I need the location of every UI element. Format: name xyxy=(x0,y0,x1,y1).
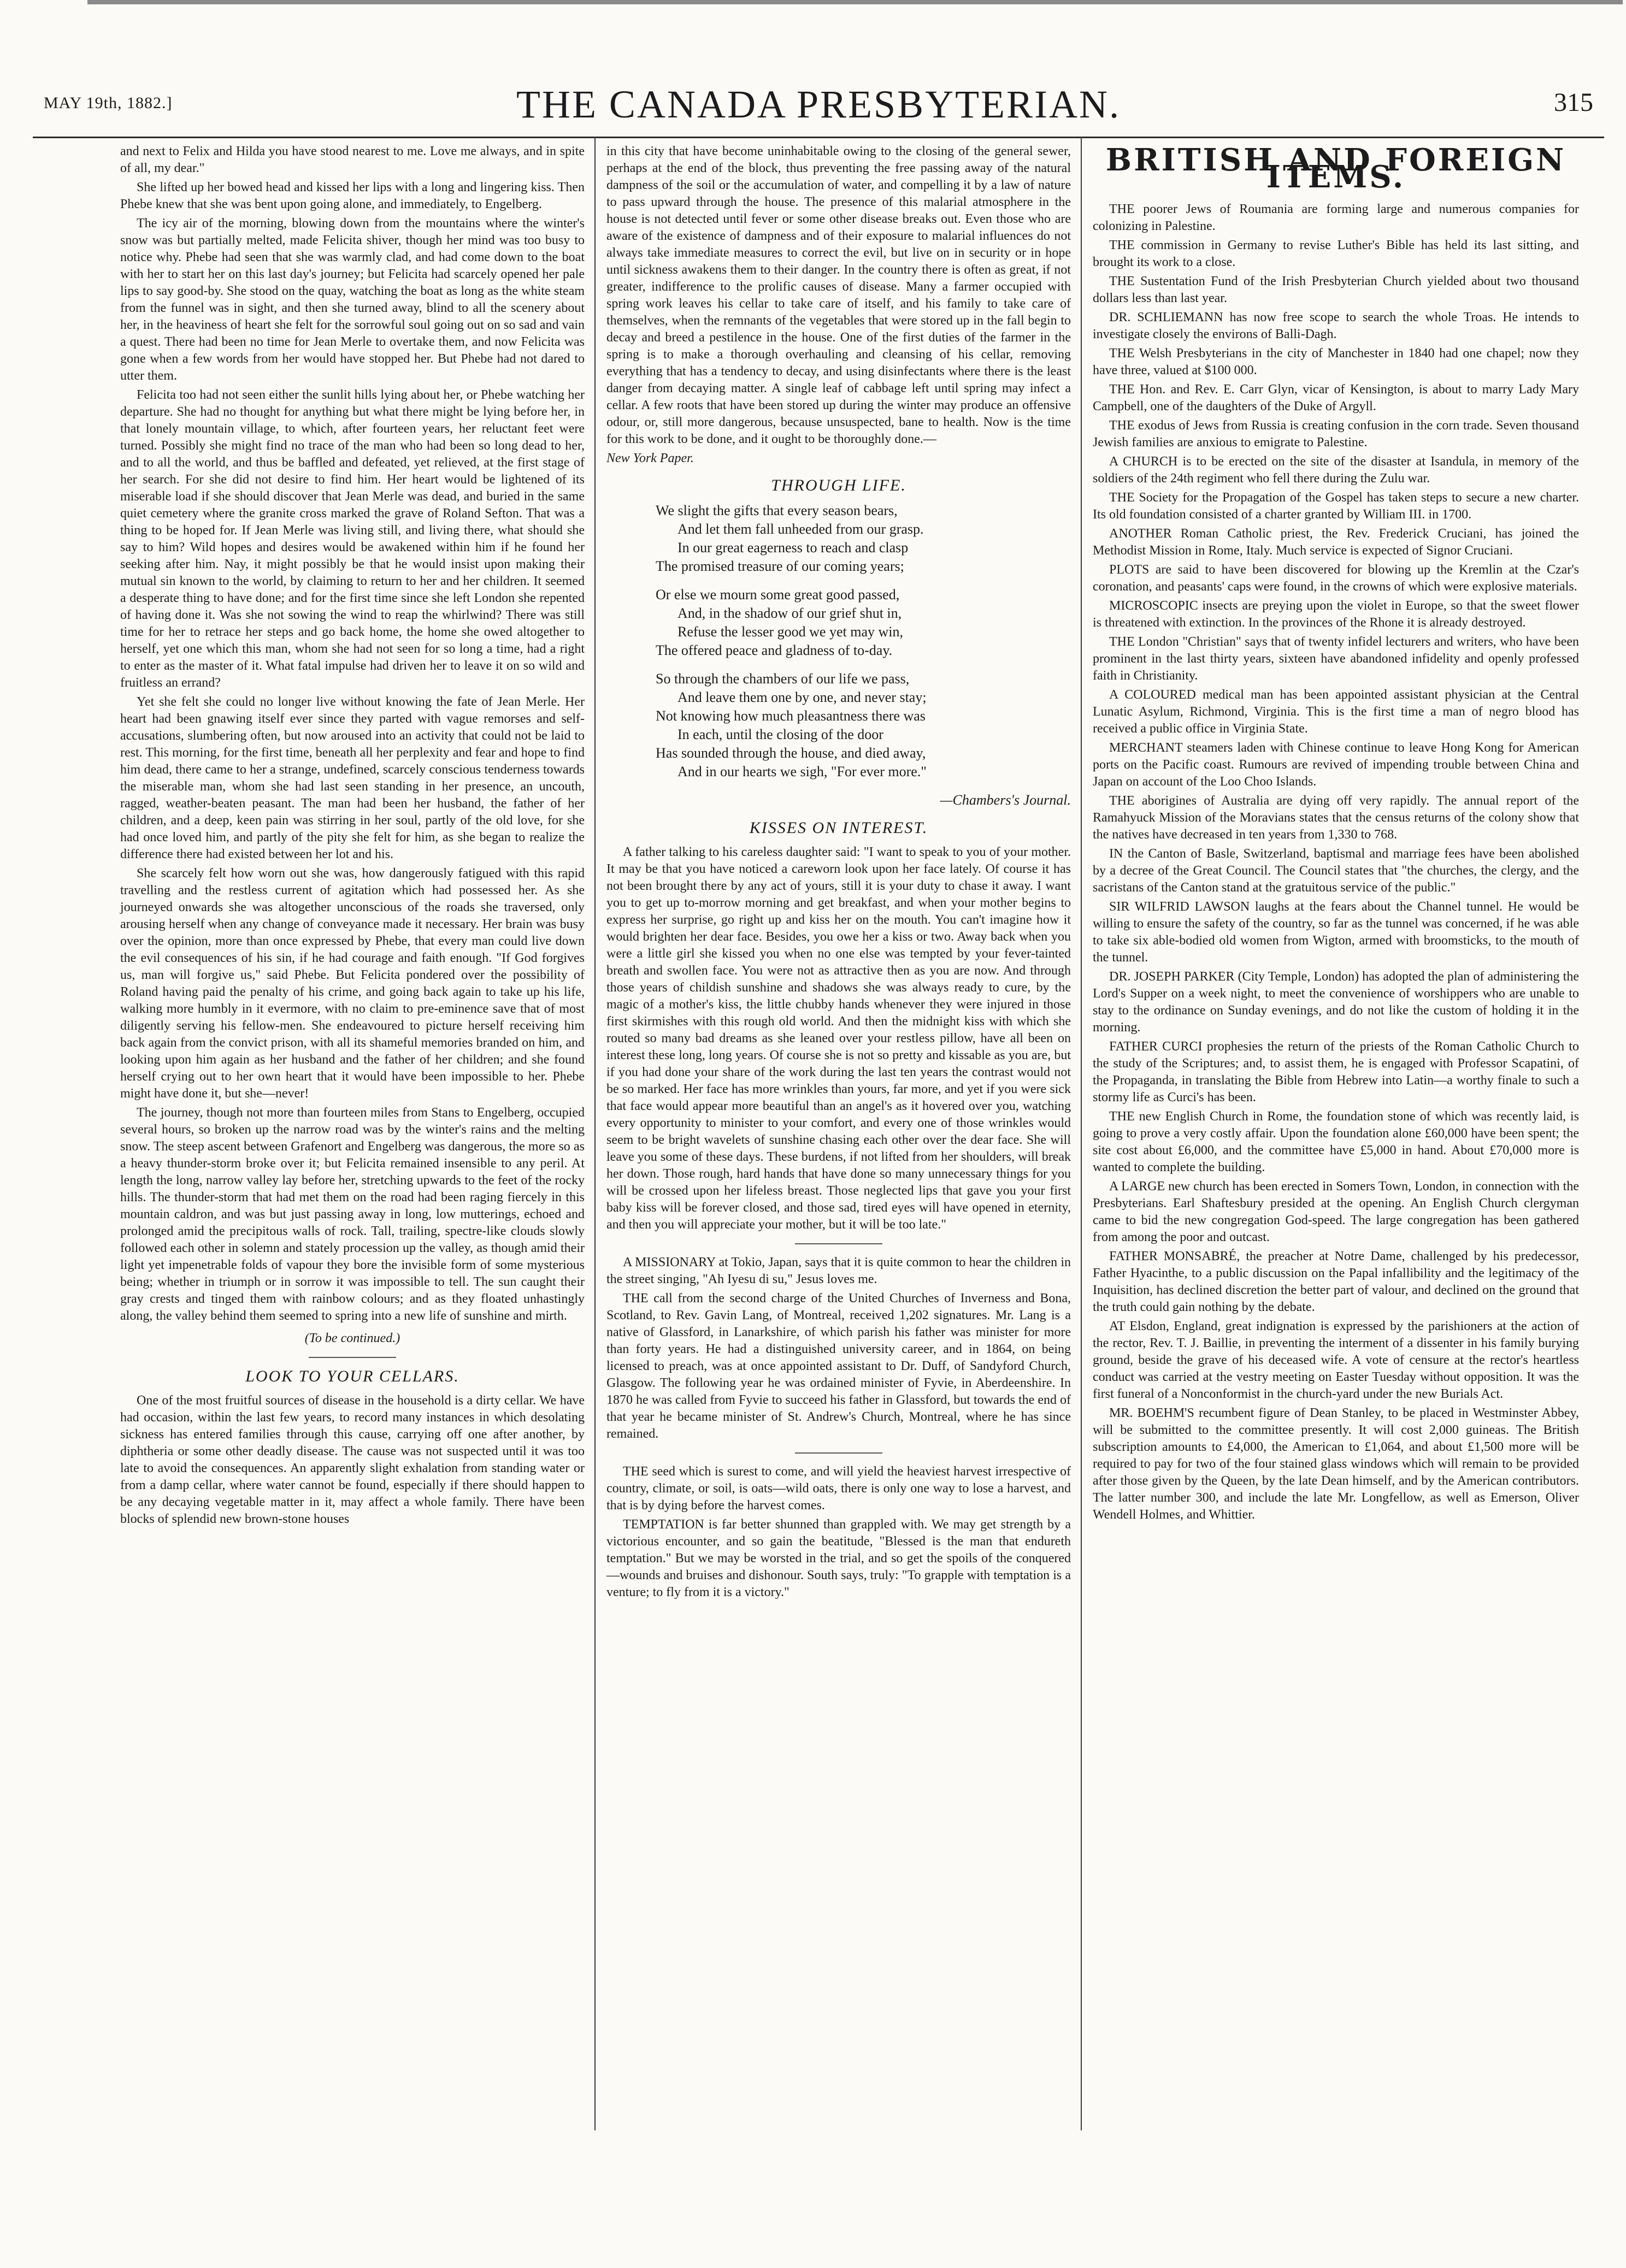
page-number: 315 xyxy=(1554,88,1593,117)
poem-title: THROUGH LIFE. xyxy=(771,476,906,494)
poem-line: And, in the shadow of our grief shut in, xyxy=(678,605,902,621)
poem-line: In each, until the closing of the door xyxy=(678,727,883,742)
news-item: THE commission in Germany to revise Luther's Bible has held its last sitting, and brought its work to a close. xyxy=(1093,238,1579,269)
poem-line: And leave them one by one, and never stay; xyxy=(678,689,927,705)
news-item: DR. SCHLIEMANN has now free scope to search the whole Troas. He intends to investigate closely the environs of Balli-Dagh. xyxy=(1093,310,1579,341)
section-separator xyxy=(795,1452,882,1454)
cellars-source: New York Paper. xyxy=(606,451,694,465)
news-item: SIR WILFRID LAWSON laughs at the fears about the Channel tunnel. He would be willing to ensure the safety of the country, so far as the tunnel was concerned, if he was able to take six able-bodied old women from Wigton, armed with broomsticks, to the mouth of the tunnel. xyxy=(1093,900,1579,965)
news-item: THE Sustentation Fund of the Irish Presbyterian Church yielded about two thousand dollars less than last year. xyxy=(1093,274,1579,305)
seed-paragraph: THE seed which is surest to come, and will yield the heaviest harvest irrespective of country, climate, or soil, is oats—wild oats, there is only one way to lose a harvest, and that is by dying before the harvest comes. xyxy=(606,1464,1071,1513)
poem-line: The promised treasure of our coming years; xyxy=(656,558,904,574)
news-item: MICROSCOPIC insects are preying upon the violet in Europe, so that the sweet flower is threatened with extinction. In the provinces of the Rhone it is already destroyed. xyxy=(1093,599,1579,630)
column-2 xyxy=(606,143,1071,1603)
column-divider-2 xyxy=(1081,137,1082,2130)
poem-line: Not knowing how much pleasantness there was xyxy=(656,708,926,724)
poem-line: And let them fall unheeded from our grasp. xyxy=(678,521,924,537)
poem-line: In our great eagerness to reach and clasp xyxy=(678,540,909,556)
poem-stanza xyxy=(656,670,1071,781)
news-item: A COLOURED medical man has been appointed assistant physician at the Central Lunatic Asylum, Richmond, Virginia. This is the first time a man of negro blood has received a public office in Virginia State. xyxy=(1093,688,1579,736)
news-item: IN the Canton of Basle, Switzerland, baptismal and marriage fees have been abolished by a decree of the Great Council. The Council states that "the churches, the clergy, and the sacristans of the Canton stand at the gratuitous service of the public." xyxy=(1093,847,1579,895)
news-item: A LARGE new church has been erected in Somers Town, London, in connection with the Presbyterians. Earl Shaftesbury presided at the opening. An English Church clergyman came to bid the new congregation God-speed. The large congregation has been gathered from among the poor and outcast. xyxy=(1093,1179,1579,1244)
news-item: FATHER MONSABRÉ, the preacher at Notre Dame, challenged by his predecessor, Father Hyacinthe, to a public discussion on the Papal infallibility and the legitimacy of the Inquisition, has declined discretion the better part of valour, and declined on the ground that the truth could gain nothing by the debate. xyxy=(1093,1249,1579,1314)
story-paragraph: She scarcely felt how worn out she was, how dangerously fatigued with this rapid travelling and the restless current of agitation which had possessed her. As she journeyed onwards she was altogether unconscious of the roads she traversed, only arousing herself when any change of conveyance made it necessary. Her brain was busy over the opinion, more than once expressed by Phebe, that every man could live down the evil consequences of his sin, if he had courage and faith enough. "If God forgives us, man will forgive us," said Phebe. But Felicita pondered over the possibility of Roland having paid the penalty of his crime, and going back again to take up his life, walking more humbly in it evermore, with no claim to pre-eminence save that of most diligently serving his fellow-men. She endeavoured to picture herself receiving him back again from the convict prison, with all its shameful memories branded on him, and looking upon him again as her husband and the father of her children; and she found herself crying out to her own heart that it would have been impossible to her. Phebe might have done it, but she—never! xyxy=(120,866,585,1101)
poem-line: So through the chambers of our life we pass, xyxy=(656,671,910,687)
poem-line: We slight the gifts that every season bears, xyxy=(656,503,898,518)
story-paragraph: Yet she felt she could no longer live without knowing the fate of Jean Merle. Her heart had been gnawing itself ever since they parted with vague remorses and self-accusations, slumbering often, but now aroused into an activity that could not be laid to rest. This morning, for the first time, beneath all her perplexity and fear and hope to find him dead, there came to her a strange, undefined, scarcely conscious tenderness towards the miserable man, whom she had last seen standing in her presence, an uncouth, ragged, weather-beaten peasant. The man had been her husband, the father of her children, and a deep, keen pain was stirring in her soul, partly of the old love, for she had once loved him, and partly of the pity she felt for him, as she began to realize the difference there had existed between her lot and his. xyxy=(120,695,585,861)
news-item: MR. BOEHM'S recumbent figure of Dean Stanley, to be placed in Westminster Abbey, will be submitted to the committee presently. It will cost 2,000 guineas. The British subscription amounts to £4,000, the American to £1,064, and about £1,500 more will be required to pay for two of the four stained glass windows which will remain to be provided after those given by the Queen, by the late Dean himself, and by the American contributors. The latter number 300, and include the late Mr. Longfellow, as well as Emerson, Oliver Wendell Holmes, and Whittier. xyxy=(1093,1406,1579,1522)
news-item: PLOTS are said to have been discovered for blowing up the Kremlin at the Czar's coronation, and peasants' caps were found, in the crowns of which were explosive materials. xyxy=(1093,563,1579,594)
news-item: THE aborigines of Australia are dying off very rapidly. The annual report of the Ramahyuck Mission of the Moravians states that the census returns of the colony show that the natives have decreased in ten years from 1,330 to 768. xyxy=(1093,794,1579,842)
column-divider-1 xyxy=(594,137,596,2130)
news-item: AT Elsdon, England, great indignation is expressed by the parishioners at the action of the rector, Rev. T. J. Baillie, in preventing the interment of a dissenter in his family burying ground, beside the grave of his deceased wife. A vote of censure at the rector's heartless conduct was carried at the vestry meeting on Easter Tuesday without opposition. It was the first funeral of a Nonconformist in the church-yard under the new Burials Act. xyxy=(1093,1319,1579,1401)
items-section-title: BRITISH AND FOREIGN ITEMS. xyxy=(1105,142,1566,195)
poem xyxy=(656,501,1071,810)
column-1 xyxy=(120,143,585,1530)
header-rule xyxy=(33,137,1604,138)
story-paragraph: She lifted up her bowed head and kissed her lips with a long and lingering kiss. Then Phebe knew that she was bent upon going alone, and immediately, to Engelberg. xyxy=(120,180,585,211)
news-item: MERCHANT steamers laden with Chinese continue to leave Hong Kong for American ports on the Pacific coast. Rumours are revived of impending trouble between China and Japan on account of the Loo Choo Islands. xyxy=(1093,741,1579,789)
news-item: THE new English Church in Rome, the foundation stone of which was recently laid, is going to prove a very costly affair. Upon the foundation alone £60,000 have been spent; the site cost about £6,000, and the committee have £5,000 in hand. About £70,000 more is wanted to complete the building. xyxy=(1093,1109,1579,1174)
poem-line: Has sounded through the house, and died away, xyxy=(656,745,926,761)
story-paragraph: and next to Felix and Hilda you have stood nearest to me. Love me always, and in spite of all, my dear." xyxy=(120,144,585,175)
cellars-paragraph: One of the most fruitful sources of disease in the household is a dirty cellar. We have had occasion, within the last few years, to record many instances in which desolating sickness has entered families through this cause, carrying off one after another, by diphtheria or some other deadly disease. The cause was not suspected until it was too late to avoid the consequences. An apparently slight exhalation from standing water or from a damp cellar, where water cannot be found, especially if there should happen to be any decaying vegetable matter in it, may affect a whole family. There have been blocks of splendid new brown-stone houses xyxy=(120,1393,585,1526)
poem-line: Or else we mourn some great good passed, xyxy=(656,587,900,603)
column-3 xyxy=(1093,143,1579,1526)
news-item: THE Welsh Presbyterians in the city of Manchester in 1840 had one chapel; now they have three, valued at $100 000. xyxy=(1093,346,1579,377)
poem-line: Refuse the lesser good we yet may win, xyxy=(678,624,904,640)
temptation-paragraph: TEMPTATION is far better shunned than grappled with. We may get strength by a victorious encounter, and so gain the beatitude, "Blessed is the man that endureth temptation." But we may be worsted in the trial, and so get the spoils of the conquered—wounds and bruises and dishonour. South says, truly: "To grapple with temptation is a venture; to fly from it is a victory." xyxy=(606,1517,1071,1599)
cellars-continued: in this city that have become uninhabitable owing to the closing of the general sewer, perhaps at the end of the block, thus preventing the free passing away of the natural dampness of the soil or the accumulation of water, and compelling it by a law of nature to pass upward through the house. The presence of this malarial atmosphere in the house is not detected until fever or some other disease breaks out. Even those who are aware of the existence of dampness and of their exposure to malarial influences do not always take immediate measures to correct the evil, but live on in security or in hope until sickness awakens them to their danger. In the country there is often as great, if not greater, indifference to the prolific causes of disease. Many a farmer occupied with spring work leaves his cellar to take care of itself, and his family to take care of themselves, when the remnants of the vegetables that were stored up in the fall begin to decay and breed a pestilence in the house. One of the first duties of the farmer in the spring is to make a thorough overhauling and cleansing of his cellar, removing everything that has a tendency to decay, and using disinfectants where there is the least danger from decaying matter. A single leaf of cabbage left until spring may infect a cellar. A few roots that have been stored up during the winter may produce an offensive odour, or, still more dangerous, because unsuspected, bane to health. Now is the time for this work to be done, and it ought to be thoroughly done.— xyxy=(606,144,1071,446)
news-item: A CHURCH is to be erected on the site of the disaster at Isandula, in memory of the soldiers of the 24th regiment who fell there during the Zulu war. xyxy=(1093,454,1579,486)
section-separator xyxy=(795,1243,882,1244)
cellars-title: LOOK TO YOUR CELLARS. xyxy=(245,1367,459,1385)
news-item: DR. JOSEPH PARKER (City Temple, London) has adopted the plan of administering the Lord's Supper on a week night, to meet the convenience of worshippers who are unable to stay to the ordinance on Sunday evenings, and do not like the custom of holding it in the morning. xyxy=(1093,970,1579,1035)
news-item: THE poorer Jews of Roumania are forming large and numerous companies for colonizing in Palestine. xyxy=(1093,202,1579,233)
kisses-title: KISSES ON INTEREST. xyxy=(749,819,928,837)
news-item: ANOTHER Roman Catholic priest, the Rev. Frederick Cruciani, has joined the Methodist Mission in Rome, Italy. Much service is expected of Signor Cruciani. xyxy=(1093,527,1579,558)
news-item: THE London "Christian" says that of twenty infidel lecturers and writers, who have been prominent in the last thirty years, sixteen have abandoned infidelity and openly professed faith in Christianity. xyxy=(1093,635,1579,683)
news-item: THE exodus of Jews from Russia is creating confusion in the corn trade. Seven thousand Jewish families are anxious to emigrate to Palestine. xyxy=(1093,418,1579,450)
news-item: FATHER CURCI prophesies the return of the priests of the Roman Catholic Church to the study of the Scriptures; and, to assist them, he is engaged with Professor Scapatini, of the Propaganda, in translating the Bible from Hebrew into Latin—a worthy finale to such a stormy life as Curci's has been. xyxy=(1093,1040,1579,1105)
story-paragraph: The journey, though not more than fourteen miles from Stans to Engelberg, occupied several hours, so broken up the narrow road was by the winter's rains and the melting snow. The steep ascent between Grafenort and Engelberg was dangerous, the more so as a heavy thunder-storm broke over it; but Felicita remained insensible to any peril. At length the long, narrow valley lay before her, stretching upwards to the feet of the rocky hills. The thunder-storm that had met them on the road had been raging fiercely in this mountain caldron, and was but just passing away in long, low mutterings, echoed and prolonged amid the precipitous walls of rock. Tall, trailing, spectre-like clouds slowly followed each other in solemn and stately procession up the valley, as though amid their light yet impenetrable folds of vapour they bore the invisible form of some mysterious being; whether in triumph or in sorrow it was impossible to tell. The sun caught their gray crests and tinged them with rainbow colours; and as they floated unhastingly along, the valley behind them seemed to spring into a new life of sunshine and mirth. xyxy=(120,1106,585,1323)
news-item: THE Hon. and Rev. E. Carr Glyn, vicar of Kensington, is about to marry Lady Mary Campbell, one of the daughters of the Duke of Argyll. xyxy=(1093,382,1579,414)
top-edge-rule xyxy=(87,0,1623,4)
poem-line: And in our hearts we sigh, "For ever more." xyxy=(678,764,927,779)
poem-stanza xyxy=(656,501,1071,576)
story-paragraph: The icy air of the morning, blowing down from the mountains where the winter's snow was but partially melted, made Felicita shiver, though her mind was too busy to notice why. Phebe had seen that she was warmly clad, and had come down to the boat with her to start her on this last day's journey; but Felicita had scarcely opened her pale lips to say good-by. She stood on the quay, watching the boat as long as the white steam from the funnel was in sight, and then she turned away, blind to all the scenery about her, in the heaviness of heart she felt for the sorrowful soul going out on so sad and vain a quest. There had been no time for Jean Merle to overtake them, and now Felicita was gone when a few words from her would have stopped her. But Phebe had not dared to utter them. xyxy=(120,216,585,383)
section-separator xyxy=(309,1357,396,1358)
poem-line: The offered peace and gladness of to-day. xyxy=(656,642,893,658)
page-header xyxy=(33,82,1604,142)
issue-date: MAY 19th, 1882.] xyxy=(44,94,173,112)
kisses-paragraph: A father talking to his careless daughter said: "I want to speak to you of your mother. It may be that you have noticed a careworn look upon her face lately. Of course it has not been brought there by any act of yours, still it is your duty to chase it away. I want you to get up to-morrow morning and get breakfast, and when your mother begins to express her surprise, go right up and kiss her on the mouth. You can't imagine how it would brighten her dear face. Besides, you owe her a kiss or two. Away back when you were a little girl she kissed you when no one else was tempted by your fever-tainted breath and swollen face. You were not as attractive then as you are now. And through those years of childish sunshine and shadows she was always ready to cure, by the magic of a mother's kiss, the little chubby hands whenever they were injured in those first skirmishes with this rough old world. And then the midnight kiss with which she routed so many bad dreams as she leaned over your restless pillow, have all been on interest these long, long years. Of course she is not so pretty and kissable as you are, but if you had done your share of the work during the last ten years the contrast would not be so marked. Her face has more wrinkles than yours, far more, and yet if you were sick that face would appear more beautiful than an angel's as it hovered over you, watching every opportunity to minister to your comfort, and every one of those wrinkles would seem to be bright wavelets of sunshine chasing each other over the dear face. She will leave you some of these days. These burdens, if not lifted from her shoulders, will break her down. Those rough, hard hands that have done so many unnecessary things for you will be crossed upon her lifeless breast. Those neglected lips that gave you your first baby kiss will be forever closed, and those sad, tired eyes will have opened in eternity, and then you will appreciate your mother, but it will be too late." xyxy=(606,845,1071,1232)
to-be-continued: (To be continued.) xyxy=(304,1331,400,1345)
news-item: THE Society for the Propagation of the Gospel has taken steps to secure a new charter. Its old foundation consisted of a charter granted by William III. in 1700. xyxy=(1093,491,1579,522)
lang-paragraph: THE call from the second charge of the United Churches of Inverness and Bona, Scotland, to Rev. Gavin Lang, of Montreal, received 1,202 signatures. Mr. Lang is a native of Glassford, in Lanarkshire, of which parish his father was minister for more than forty years. He had a distinguished university career, and in 1864, on being licensed to preach, was at once appointed assistant to Dr. Duff, of Sandyford Church, Glasgow. The following year he was ordained minister of Fyvie, in Aberdeenshire. In 1870 he was called from Fyvie to succeed his father in Glassford, but towards the end of that year he became minister of St. Andrew's Church, Montreal, where he has since remained. xyxy=(606,1291,1071,1441)
missionary-paragraph: A MISSIONARY at Tokio, Japan, says that it is quite common to hear the children in the street singing, "Ah Iyesu di su," Jesus loves me. xyxy=(606,1255,1071,1286)
poem-source: —Chambers's Journal. xyxy=(940,792,1071,808)
masthead-title: THE CANADA PRESBYTERIAN. xyxy=(516,82,1121,126)
story-paragraph: Felicita too had not seen either the sunlit hills lying about her, or Phebe watching her departure. She had no thought for anything but what there might be lying before her, in that lonely mountain village, to which, after fourteen years, her reluctant feet were turned. Possibly she might find no trace of the man who had been so long dead to her, and to all the world, and thus be baffled and defeated, yet relieved, at the first stage of her search. For she did not desire to find him. Her heart would be lightened of its miserable load if she should discover that Jean Merle was dead, and buried in the same quiet cemetery where the granite cross marked the grave of Roland Sefton. That was a thing to be hoped for. If Jean Merle was living still, and living there, what should she say to him? Wild hopes and desires would be awakened within him if he found her seeking after him. Nay, it might possibly be that he would insist upon making their mutual sin known to the world, by claiming to return to her and her children. It seemed a desperate thing to have done; and for the first time since she left London she repented of having done it. Was she not sowing the wind to reap the whirlwind? There was still time for her to retrace her steps and go back home, the home she owed altogether to herself, yet one which this man, whom she had not seen for so long a time, had a right to enter as the master of it. What fatal impulse had driven her to leave it on so wild and fruitless an errand? xyxy=(120,388,585,690)
poem-stanza xyxy=(656,586,1071,660)
items-list xyxy=(1093,201,1579,1523)
